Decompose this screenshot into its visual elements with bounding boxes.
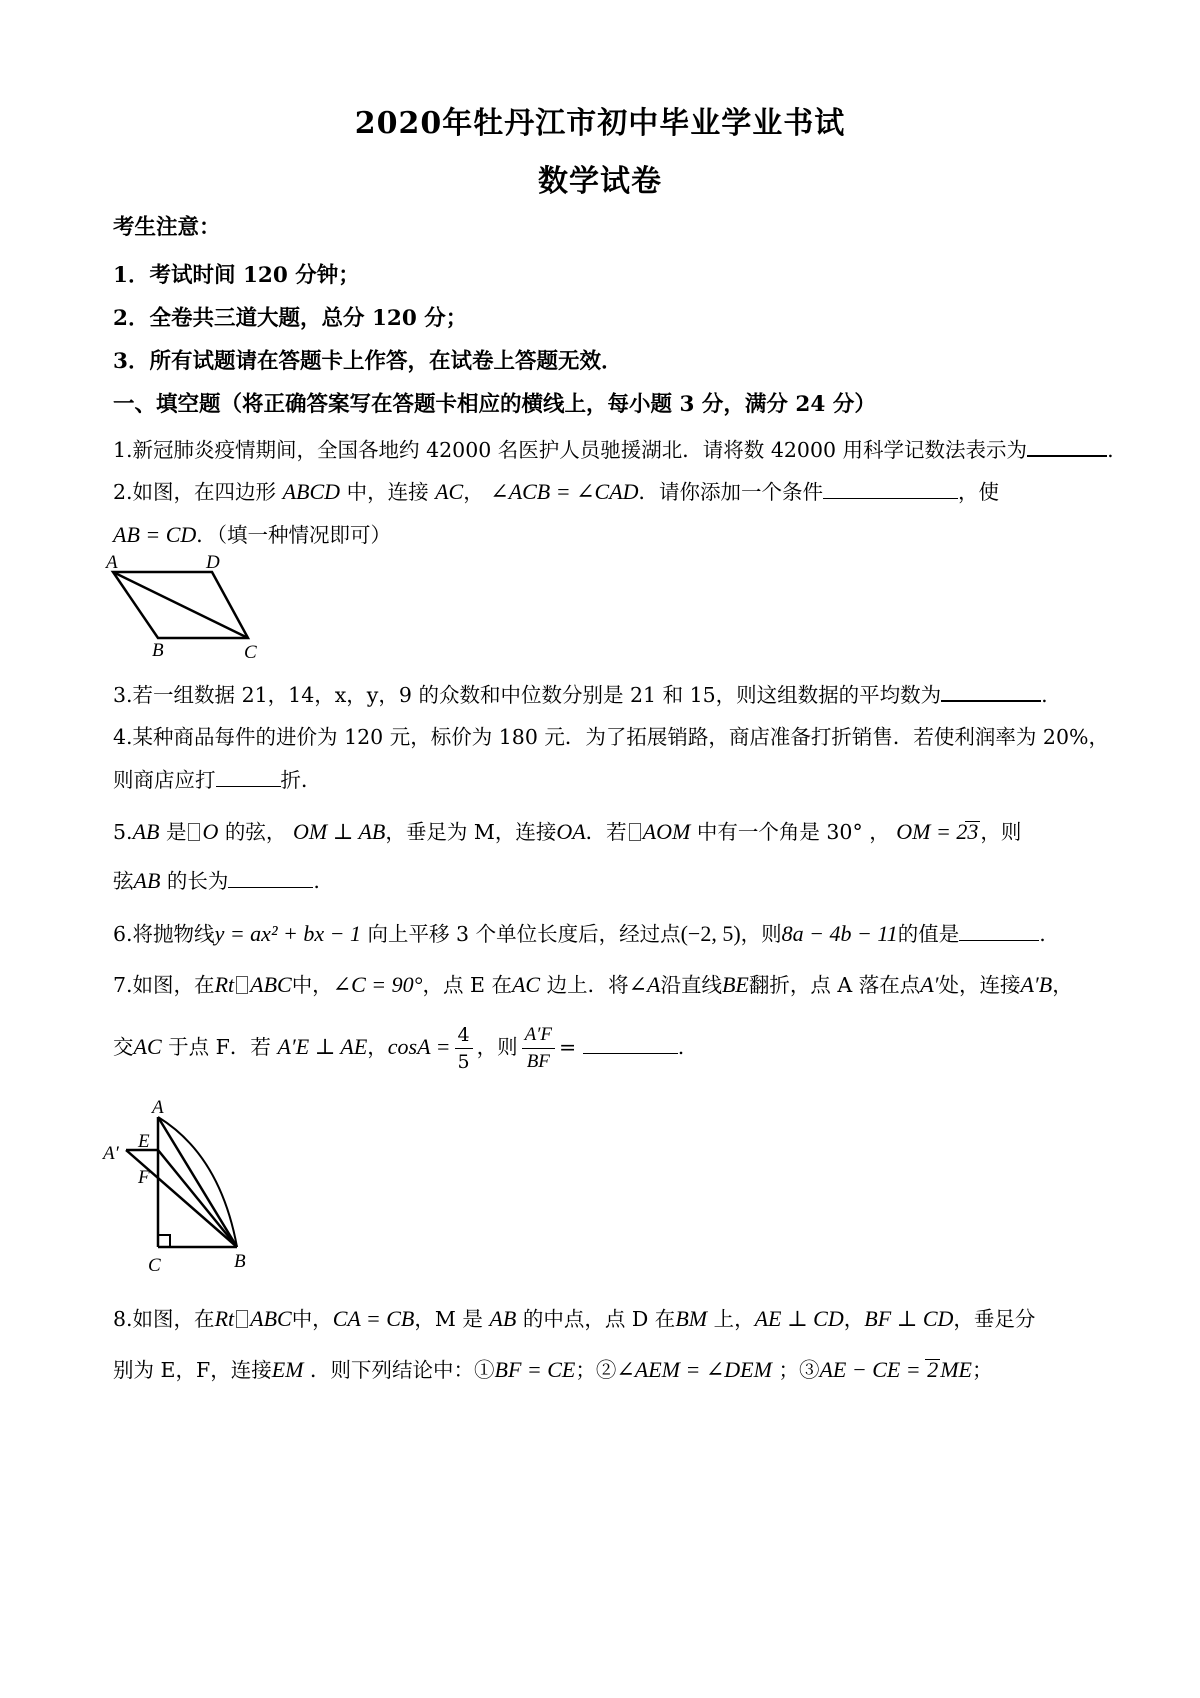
- text-fragment: AB: [132, 819, 160, 844]
- text-fragment: BE: [721, 972, 749, 997]
- question-5-line-1: [113, 815, 1100, 845]
- text-fragment: AC: [435, 479, 464, 504]
- text-fragment: ．若: [585, 820, 627, 844]
- text-fragment: 于点 F．若: [168, 1035, 271, 1059]
- text-fragment: 翻折，点 A 落在点: [748, 973, 921, 997]
- text-fragment: 是: [165, 820, 187, 844]
- answer-blank-2[interactable]: [823, 480, 958, 499]
- text-fragment: 7.如图，在: [113, 973, 215, 997]
- answer-blank-3[interactable]: [941, 682, 1041, 702]
- text-fragment: O: [202, 819, 219, 844]
- text-fragment: EM: [271, 1357, 304, 1382]
- label-d: D: [206, 552, 220, 573]
- notice-heading: 考生注意：: [113, 215, 221, 240]
- question-1: [113, 433, 1114, 463]
- sqrt-radical: [965, 821, 980, 842]
- text-fragment: y = ax² + bx − 1: [214, 921, 361, 946]
- text-fragment: .: [1039, 922, 1046, 946]
- notice-item-1: 1．考试时间 120 分钟；: [113, 263, 360, 288]
- label-a: A: [106, 552, 118, 573]
- text-fragment: 3: [967, 819, 979, 844]
- notice-item-3: 3．所有试题请在答题卡上作答，在试卷上答题无效．: [113, 349, 623, 374]
- text-fragment: 的弦，: [224, 820, 287, 844]
- answer-blank-4[interactable]: [216, 768, 281, 787]
- text-fragment: OM ⊥ AB: [292, 819, 386, 844]
- text-fragment: ，: [1052, 973, 1073, 997]
- text-fragment: ∠AEM = ∠DEM: [616, 1357, 772, 1382]
- question-8-line-2: [113, 1353, 1100, 1383]
- text-fragment: .: [1107, 438, 1114, 462]
- answer-blank-6[interactable]: [959, 922, 1039, 941]
- text-fragment: 则商店应打: [113, 768, 216, 792]
- text-fragment: BF ⊥ CD: [864, 1306, 954, 1331]
- text-fragment: ，点 E 在: [422, 973, 512, 997]
- text-fragment: A′: [920, 972, 939, 997]
- text-fragment: .: [1041, 683, 1048, 707]
- label-c: C: [148, 1255, 161, 1276]
- label-c: C: [244, 642, 257, 662]
- label-b: B: [152, 640, 164, 661]
- text-fragment: AE ⊥ CD: [754, 1306, 844, 1331]
- text-fragment: 5: [457, 1051, 470, 1073]
- text-fragment: =: [558, 1035, 577, 1059]
- text-fragment: 别为 E，F，连接: [113, 1358, 272, 1382]
- text-fragment: ．则下列结论中：①: [310, 1358, 495, 1382]
- text-fragment: AB: [133, 868, 161, 893]
- text-fragment: ；②: [575, 1358, 617, 1382]
- text-fragment: Rt: [214, 972, 235, 997]
- text-fragment: ，则: [740, 922, 782, 946]
- label-e: E: [138, 1131, 150, 1152]
- question-6: [113, 917, 1100, 947]
- text-fragment: A′F: [522, 1022, 555, 1049]
- text-fragment: 向上平移 3 个单位长度后，经过点: [367, 922, 681, 946]
- text-fragment: 4: [455, 1022, 473, 1049]
- text-fragment: 5.: [113, 820, 133, 844]
- text-fragment: 的值是: [897, 922, 960, 946]
- text-fragment: BF: [526, 1051, 550, 1072]
- text-fragment: 8a − 4b − 11: [781, 921, 898, 946]
- text-fragment: 处，连接: [938, 973, 1021, 997]
- text-fragment: ，: [869, 820, 890, 844]
- text-fragment: ，垂足为 M，连接: [385, 820, 557, 844]
- text-fragment: ．请你添加一个条件: [638, 480, 824, 504]
- text-fragment: 3.若一组数据 21，14，x，y，9 的众数和中位数分别是 21 和 15，则这组数据的平均数为: [113, 683, 942, 707]
- fraction-af-bf: [522, 1022, 555, 1075]
- question-3: [113, 678, 1100, 708]
- question-8-line-1: [113, 1302, 1100, 1332]
- exam-subtitle: 数学试卷: [538, 164, 662, 199]
- text-fragment: AC: [511, 972, 541, 997]
- text-fragment: AE − CE =: [819, 1357, 921, 1382]
- text-fragment: 中，: [291, 1307, 333, 1331]
- text-fragment: ，: [843, 1307, 865, 1331]
- text-fragment: A′B: [1020, 972, 1053, 997]
- text-fragment: Rt: [214, 1306, 235, 1331]
- text-fragment: 的中点，点 D 在: [522, 1307, 676, 1331]
- question-2-line-1: [113, 475, 1100, 505]
- text-fragment: 2.如图，在四边形: [113, 480, 277, 504]
- label-f: F: [138, 1167, 150, 1188]
- text-fragment: ；③: [778, 1358, 820, 1382]
- label-a: A: [152, 1097, 164, 1118]
- exam-title: 2020年牡丹江市初中毕业学业书试: [354, 106, 846, 141]
- text-fragment: ，则: [476, 1035, 518, 1059]
- text-fragment: ，M 是: [414, 1307, 483, 1331]
- text-fragment: A′E ⊥ AE: [277, 1034, 368, 1059]
- label-a-prime: A′: [103, 1143, 119, 1164]
- text-fragment: ，使: [958, 480, 1000, 504]
- text-fragment: .: [313, 869, 320, 893]
- text-fragment: ，: [463, 480, 484, 504]
- text-fragment: ，: [367, 1035, 388, 1059]
- text-fragment: 8.如图，在: [113, 1307, 215, 1331]
- text-fragment: 6.将抛物线: [113, 922, 215, 946]
- text-fragment: 折．: [280, 768, 322, 792]
- text-fragment: 弦: [113, 869, 134, 893]
- text-fragment: 2: [927, 1357, 939, 1382]
- text-fragment: .: [677, 1035, 685, 1059]
- text-fragment: ；: [971, 1358, 993, 1382]
- text-fragment: ME: [940, 1357, 972, 1382]
- text-fragment: 沿直线: [660, 973, 722, 997]
- text-fragment: AB = CD: [113, 522, 197, 547]
- text-fragment: ABC: [250, 1306, 292, 1331]
- answer-blank-7[interactable]: [583, 1035, 678, 1054]
- text-fragment: 上，: [713, 1307, 755, 1331]
- text-fragment: AB: [489, 1306, 517, 1331]
- answer-blank-5[interactable]: [228, 869, 313, 888]
- text-fragment: CA = CB: [332, 1306, 415, 1331]
- text-fragment: ABCD: [282, 479, 341, 504]
- quadrilateral-abcd-figure: [100, 550, 270, 662]
- triangle-fold-figure: [100, 1095, 280, 1285]
- text-fragment: 交: [113, 1035, 134, 1059]
- text-fragment: 中，连接: [346, 480, 429, 504]
- sqrt-radical: [925, 1359, 940, 1380]
- text-fragment: ABC: [250, 972, 292, 997]
- text-fragment: 中，: [291, 973, 333, 997]
- text-fragment: ，垂足分: [953, 1307, 1036, 1331]
- question-4-line-1: 4.某种商品每件的进价为 120 元，标价为 180 元．为了拓展销路，商店准备打折销售．若使利润率为 20%，: [113, 725, 1109, 749]
- missing-glyph-icon: [629, 823, 641, 841]
- missing-glyph-icon: [188, 823, 200, 841]
- text-fragment: ∠A: [628, 972, 661, 997]
- text-fragment: BM: [675, 1306, 708, 1331]
- fraction-four-fifths: [455, 1022, 473, 1075]
- text-fragment: ．（填一种情况即可）: [196, 523, 392, 547]
- text-fragment: ，则: [980, 820, 1022, 844]
- text-fragment: BF = CE: [494, 1357, 576, 1382]
- text-fragment: OM = 2: [896, 819, 968, 844]
- text-fragment: 中有一个角是 30°: [696, 820, 863, 844]
- question-7-line-2: [113, 1022, 1100, 1075]
- text-fragment: cosA =: [387, 1034, 451, 1059]
- text-fragment: AC: [133, 1034, 162, 1059]
- text-fragment: (−2, 5): [680, 921, 741, 946]
- text-fragment: ∠C = 90°: [332, 972, 423, 997]
- text-fragment: OA: [556, 819, 586, 844]
- notice-item-2: 2．全卷共三道大题，总分 120 分；: [113, 306, 468, 331]
- answer-blank-1[interactable]: [1027, 437, 1107, 457]
- question-4-line-2: [113, 763, 1100, 793]
- missing-glyph-icon: [236, 1310, 248, 1328]
- text-fragment: AOM: [642, 819, 691, 844]
- question-2-line-2: [113, 518, 1100, 548]
- question-5-line-2: [113, 864, 1100, 894]
- text-fragment: 的长为: [166, 869, 229, 893]
- label-b: B: [234, 1251, 246, 1272]
- text-fragment: 边上．将: [546, 973, 629, 997]
- text-fragment: 1.新冠肺炎疫情期间，全国各地约 42000 名医护人员驰援湖北．请将数 42000 用科学记数法表示为: [113, 438, 1028, 462]
- missing-glyph-icon: [236, 976, 248, 994]
- section-1-heading: 一、填空题（将正确答案写在答题卡相应的横线上，每小题 3 分，满分 24 分）: [113, 392, 876, 417]
- text-fragment: ∠ACB = ∠CAD: [490, 479, 639, 504]
- question-7-line-1: [113, 968, 1100, 998]
